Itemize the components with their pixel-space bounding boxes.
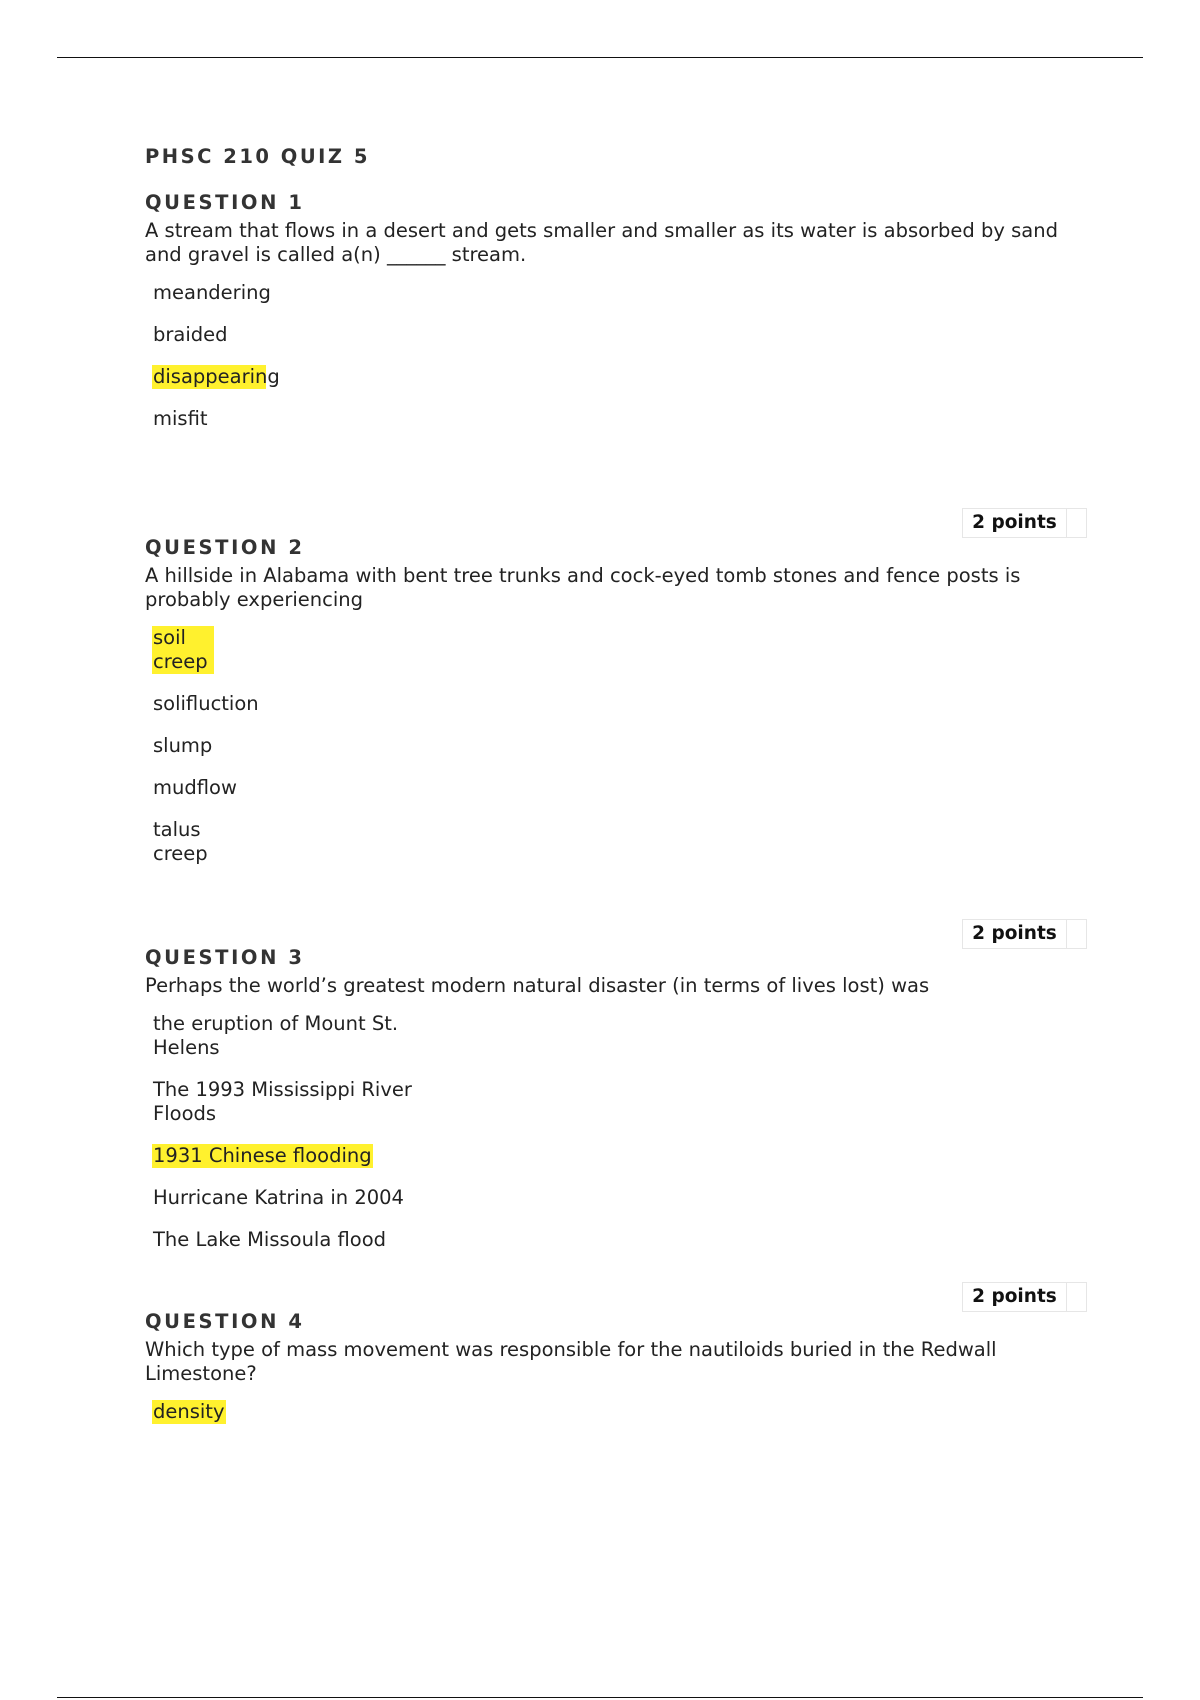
question-heading: QUESTION 3 bbox=[145, 946, 305, 969]
question-text: Perhaps the world’s greatest modern natural disaster (in terms of lives lost) was bbox=[145, 974, 930, 997]
answer-choice-selected[interactable] bbox=[152, 365, 1090, 389]
answer-choice-selected[interactable] bbox=[152, 626, 1090, 674]
answer-label: soil creep bbox=[152, 626, 214, 674]
answer-label: mudflow bbox=[153, 776, 237, 799]
answer-choice[interactable] bbox=[152, 1228, 1090, 1252]
answer-label: solifluction bbox=[153, 692, 259, 715]
points-label: 2 points bbox=[972, 512, 1057, 533]
answer-label: The Lake Missoula flood bbox=[153, 1228, 387, 1251]
answer-choice[interactable] bbox=[152, 1012, 1090, 1060]
quiz-title: PHSC 210 QUIZ 5 bbox=[145, 145, 370, 168]
points-divider bbox=[1066, 509, 1067, 537]
answer-label: talus creep bbox=[153, 818, 208, 865]
answer-choice[interactable] bbox=[152, 692, 1090, 716]
answer-choices bbox=[152, 1400, 1090, 1424]
answer-choice[interactable] bbox=[152, 407, 1090, 431]
question-3 bbox=[145, 946, 1090, 1270]
points-box bbox=[962, 508, 1087, 538]
answer-choices bbox=[152, 626, 1090, 866]
points-box bbox=[962, 919, 1087, 949]
answer-label: misfit bbox=[153, 407, 208, 430]
question-1 bbox=[145, 191, 1090, 449]
answer-choice[interactable] bbox=[152, 1078, 1090, 1126]
answer-choice[interactable] bbox=[152, 1186, 1090, 1210]
answer-label: slump bbox=[153, 734, 213, 757]
question-2 bbox=[145, 536, 1090, 884]
bottom-rule bbox=[57, 1697, 1143, 1698]
question-heading: QUESTION 4 bbox=[145, 1310, 305, 1333]
answer-choice[interactable] bbox=[152, 734, 1090, 758]
points-box bbox=[962, 1282, 1087, 1312]
answer-label: 1931 Chinese flooding bbox=[153, 1144, 372, 1167]
question-text: A hillside in Alabama with bent tree trunks and cock-eyed tomb stones and fence posts is probably experiencing bbox=[145, 564, 1021, 611]
answer-label: density bbox=[153, 1400, 225, 1423]
answer-choice-selected[interactable] bbox=[152, 1144, 1090, 1168]
answer-choices bbox=[152, 281, 1090, 431]
question-text: A stream that flows in a desert and gets smaller and smaller as its water is absorbed by sand and gravel is called a(n) ______ stream. bbox=[145, 219, 1058, 266]
answer-choice-selected[interactable] bbox=[152, 1400, 1090, 1424]
question-heading: QUESTION 1 bbox=[145, 191, 305, 214]
answer-choice[interactable] bbox=[152, 818, 1090, 866]
points-divider bbox=[1066, 920, 1067, 948]
answer-label: meandering bbox=[153, 281, 271, 304]
points-label: 2 points bbox=[972, 923, 1057, 944]
answer-label: disappearing bbox=[153, 365, 280, 388]
answer-choices bbox=[152, 1012, 1090, 1252]
answer-label: braided bbox=[153, 323, 228, 346]
question-text: Which type of mass movement was responsible for the nautiloids buried in the Redwall Limestone? bbox=[145, 1338, 997, 1385]
points-label: 2 points bbox=[972, 1286, 1057, 1307]
answer-choice[interactable] bbox=[152, 281, 1090, 305]
answer-label: The 1993 Mississippi River Floods bbox=[153, 1078, 412, 1125]
question-heading: QUESTION 2 bbox=[145, 536, 305, 559]
answer-label: Hurricane Katrina in 2004 bbox=[153, 1186, 404, 1209]
top-rule bbox=[57, 57, 1143, 58]
points-divider bbox=[1066, 1283, 1067, 1311]
question-4 bbox=[145, 1310, 1090, 1442]
answer-label: the eruption of Mount St. Helens bbox=[153, 1012, 399, 1059]
answer-choice[interactable] bbox=[152, 776, 1090, 800]
answer-choice[interactable] bbox=[152, 323, 1090, 347]
